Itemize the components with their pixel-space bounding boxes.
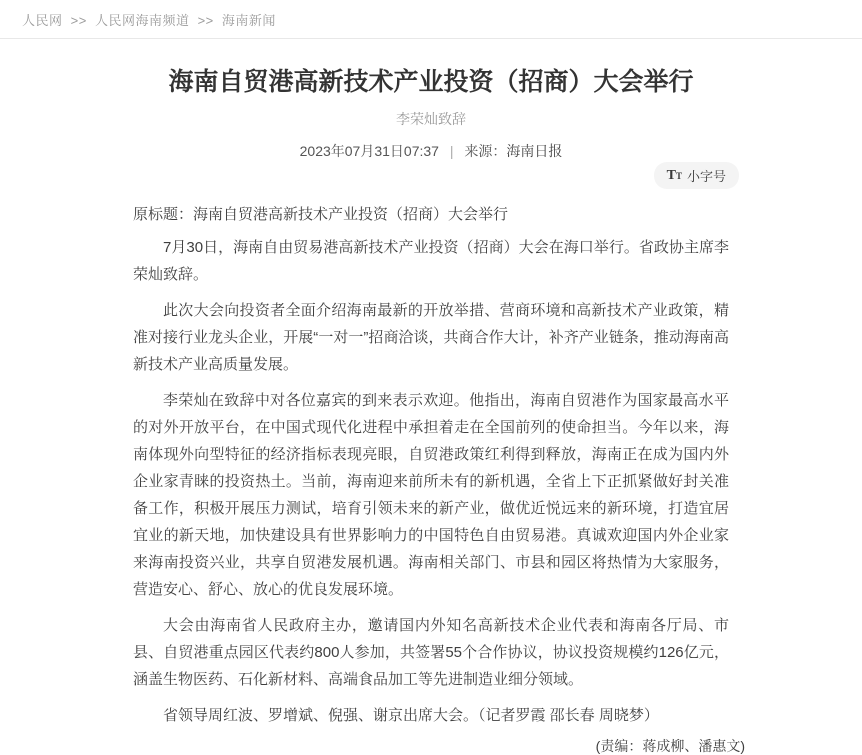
source-link[interactable]: 海南日报 xyxy=(506,143,563,159)
source-label: 来源： xyxy=(464,143,507,159)
breadcrumb-link-hainan-channel[interactable]: 人民网海南频道 xyxy=(94,13,190,28)
article-paragraph: 大会由海南省人民政府主办，邀请国内外知名高新技术企业代表和海南各厅局、市县、自贸港重点园区代表约800人参加，共签署55个合作协议，协议投资规模约126亿元，涵盖生物医药、石化新材料、高端食品加工等先进制造业细分领域。 xyxy=(133,617,729,688)
article-toolbar xyxy=(133,162,739,189)
article-meta xyxy=(133,142,729,160)
breadcrumb-link-hainan-news[interactable]: 海南新闻 xyxy=(221,13,276,28)
article-title: 海南自贸港高新技术产业投资（招商）大会举行 xyxy=(168,68,694,96)
article xyxy=(133,65,745,755)
original-title-text: 海南自贸港高新技术产业投资（招商）大会举行 xyxy=(193,206,509,223)
original-title xyxy=(133,205,729,225)
article-paragraph: 此次大会向投资者全面介绍海南最新的开放举措、营商环境和高新技术产业政策，精准对接行业龙头企业，开展“一对一”招商洽谈，共商合作大计，补齐产业链条，推动海南高新技术产业高质量发展。 xyxy=(133,302,729,373)
breadcrumb xyxy=(0,0,862,38)
breadcrumb-separator: >> xyxy=(70,13,87,28)
font-size-label: 小字号 xyxy=(686,169,726,184)
article-subtitle: 李荣灿致辞 xyxy=(396,111,466,127)
original-title-label: 原标题： xyxy=(133,206,194,223)
article-paragraph: 省领导周红波、罗增斌、倪强、谢京出席大会。（记者罗霞 邵长春 周晓梦） xyxy=(163,707,659,724)
header-divider xyxy=(0,38,862,39)
meta-separator: | xyxy=(449,143,454,159)
breadcrumb-separator: >> xyxy=(197,13,214,28)
editors-note: (责编：蒋成柳、潘惠文) xyxy=(595,738,745,754)
article-paragraph: 李荣灿在致辞中对各位嘉宾的到来表示欢迎。他指出，海南自贸港作为国家最高水平的对外开放平台，在中国式现代化进程中承担着走在全国前列的使命担当。今年以来，海南体现外向型特征的经济指标表现亮眼，自贸港政策红利得到释放，海南正在成为国内外企业家青睐的投资热土。当前，海南迎来前所未有的新机遇，全省上下正抓紧做好封关准备工作，积极开展压力测试，培育引领未来的新产业，做优近悦远来的新环境，打造宜居宜业的新天地，加快建设具有世界影响力的中国特色自由贸易港。真诚欢迎国内外企业家来海南投资兴业，共享自贸港发展机遇。海南相关部门、市县和园区将热情为大家服务，营造安心、舒心、放心的优良发展环境。 xyxy=(133,392,729,598)
font-size-button[interactable] xyxy=(654,162,739,189)
breadcrumb-link-people-net[interactable]: 人民网 xyxy=(22,13,63,28)
article-paragraph: 7月30日，海南自由贸易港高新技术产业投资（招商）大会在海口举行。省政协主席李荣灿致辞。 xyxy=(133,239,729,283)
publish-date: 2023年07月31日07:37 xyxy=(299,143,439,159)
article-body xyxy=(133,234,729,729)
font-size-icon: TT xyxy=(666,168,682,183)
